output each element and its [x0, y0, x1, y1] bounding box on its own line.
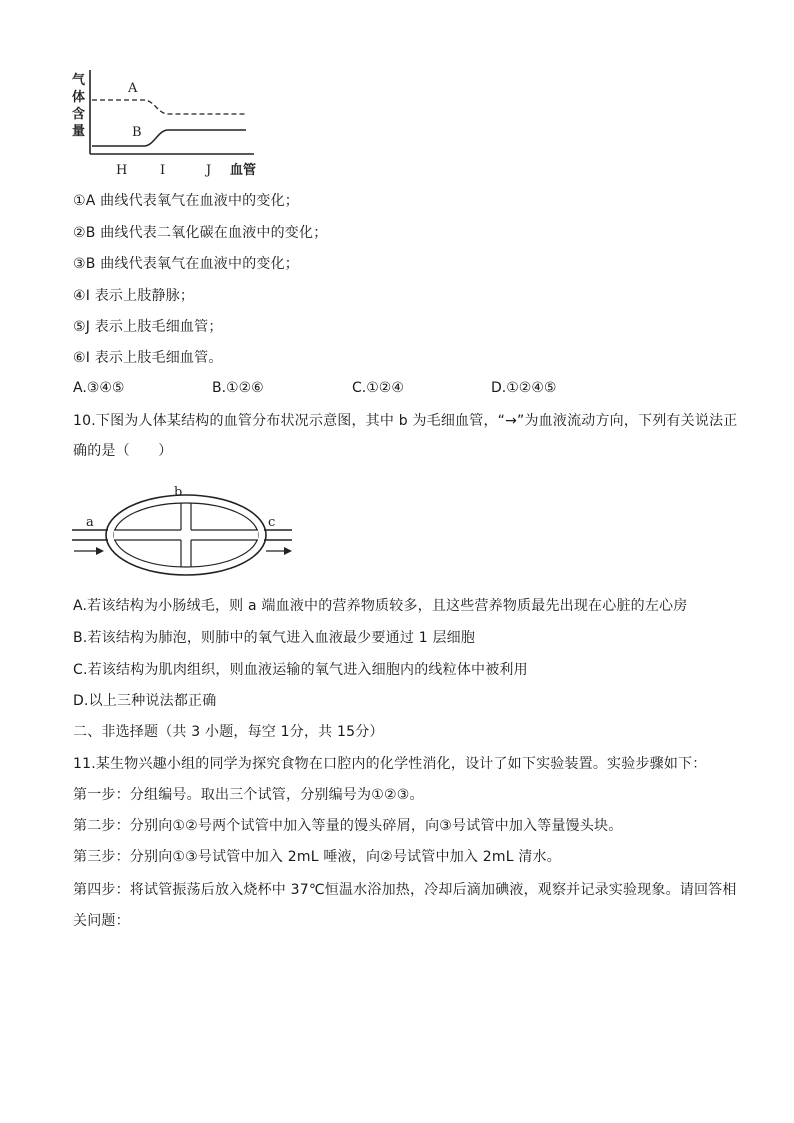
q9-statement-4: ④I 表示上肢静脉； — [73, 288, 195, 304]
q9-option-c[interactable]: C.①②④ — [352, 380, 404, 396]
curve-b — [92, 130, 246, 146]
q11-step4-line2: 关问题： — [73, 913, 130, 929]
q11-step4-line1: 第四步：将试管振荡后放入烧杯中 37℃恒温水浴加热，冷却后滴加碘液，观察并记录实验现象。请回答相 — [73, 882, 737, 898]
gas-content-diagram — [70, 66, 280, 182]
x-tick-h: H — [116, 163, 128, 178]
y-label-char-4: 量 — [72, 124, 86, 139]
curve-a-label: A — [128, 81, 138, 96]
x-tick-i: I — [160, 163, 166, 178]
label-b: b — [174, 485, 183, 500]
y-label-char-2: 体 — [72, 90, 86, 105]
q11-step2: 第二步：分别向①②号两个试管中加入等量的馒头碎屑，向③号试管中加入等量馒头块。 — [73, 818, 623, 834]
arrow-in-head — [96, 547, 104, 555]
label-a: a — [86, 515, 94, 530]
q10-option-d[interactable]: D.以上三种说法都正确 — [73, 693, 217, 709]
q11-stem: 11.某生物兴趣小组的同学为探究食物在口腔内的化学性消化，设计了如下实验装置。实验步骤如下： — [73, 756, 707, 772]
arrow-out-head — [284, 547, 292, 555]
q9-statement-5: ⑤J 表示上肢毛细血管； — [73, 319, 223, 335]
q9-statement-2: ②B 曲线代表二氧化碳在血液中的变化； — [73, 225, 328, 241]
q10-option-b[interactable]: B.若该结构为肺泡，则肺中的氧气进入血液最少要通过 1 层细胞 — [73, 630, 476, 646]
q11-step1: 第一步：分组编号。取出三个试管，分别编号为①②③。 — [73, 787, 424, 803]
q9-option-a[interactable]: A.③④⑤ — [73, 380, 125, 396]
y-label-char-3: 含 — [72, 107, 86, 122]
label-c: c — [268, 515, 276, 530]
curve-a — [92, 100, 246, 114]
q9-options — [73, 380, 733, 400]
q9-option-b[interactable]: B.①②⑥ — [212, 380, 264, 396]
section2-title: 二、非选择题（共 3 小题，每空 1分，共 15分） — [73, 724, 384, 740]
capillary-figure — [70, 480, 310, 590]
horizontal-channel-fill — [114, 530, 258, 540]
x-tick-j: J — [206, 163, 212, 178]
capillary-diagram — [70, 480, 310, 590]
q11-step3: 第三步：分别向①③号试管中加入 2mL 唾液，向②号试管中加入 2mL 清水。 — [73, 849, 561, 865]
q10-option-a[interactable]: A.若该结构为小肠绒毛，则 a 端血液中的营养物质较多，且这些营养物质最先出现在心脏的左心房 — [73, 598, 688, 614]
q9-statement-6: ⑥I 表示上肢毛细血管。 — [73, 350, 223, 366]
y-label-char-1: 气 — [72, 73, 86, 88]
q9-option-d[interactable]: D.①②④⑤ — [491, 380, 557, 396]
curve-b-label: B — [132, 125, 142, 140]
q9-statement-1: ①A 曲线代表氧气在血液中的变化； — [73, 193, 299, 209]
q10-option-c[interactable]: C.若该结构为肌肉组织，则血液运输的氧气进入细胞内的线粒体中被利用 — [73, 662, 528, 678]
q9-statement-3: ③B 曲线代表氧气在血液中的变化； — [73, 256, 300, 272]
x-axis-label: 血管 — [230, 163, 257, 178]
q10-stem-line1: 10.下图为人体某结构的血管分布状况示意图，其中 b 为毛细血管，“→”为血液流动方向，下列有关说法正 — [73, 413, 738, 429]
q10-stem-line2: 确的是（ ） — [73, 443, 173, 459]
gas-content-figure — [70, 66, 280, 182]
